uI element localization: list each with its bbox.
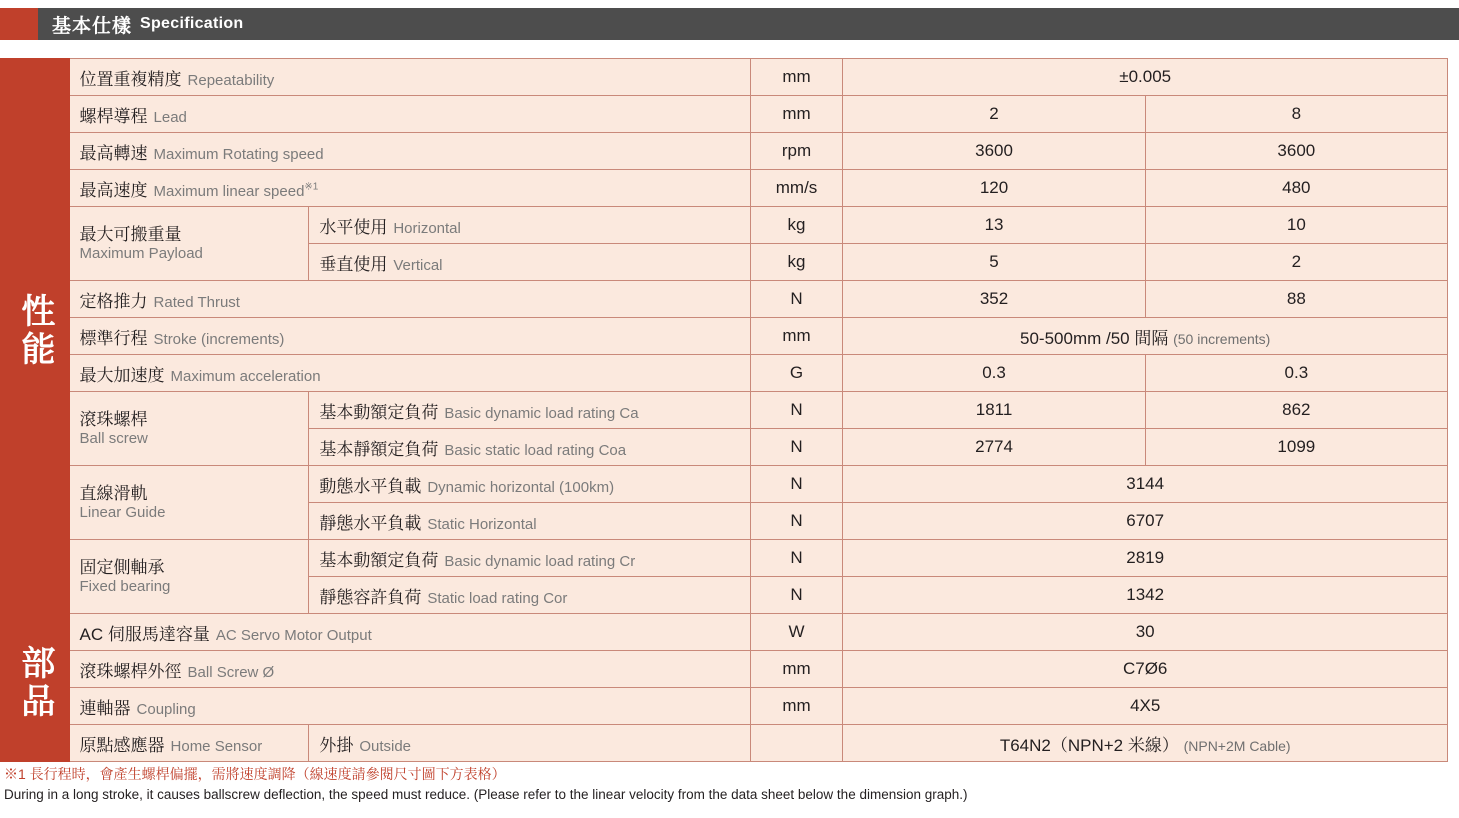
row-value-linear-guide-static: 6707: [843, 503, 1448, 540]
row-value-lead-b: 8: [1145, 96, 1447, 133]
table-row: [1, 355, 1448, 392]
row-sublabel-fixed-bearing-static: 靜態容許負荷 Static load rating Cor: [309, 577, 750, 614]
row-value-max-rotating-speed-a: 3600: [843, 133, 1145, 170]
row-sublabel-linear-guide-static: 靜態水平負載 Static Horizontal: [309, 503, 750, 540]
footnote-marker: ※1: [304, 181, 319, 193]
row-unit-linear-guide-static: N: [750, 503, 843, 540]
row-value-linear-guide-dynamic: 3144: [843, 466, 1448, 503]
row-value-home-sensor-note: (NPN+2M Cable): [1183, 737, 1291, 754]
row-unit-stroke: mm: [750, 318, 843, 355]
table-row: [1, 207, 1448, 244]
row-value-repeatability: ±0.005: [843, 59, 1448, 96]
row-value-rated-thrust-a: 352: [843, 281, 1145, 318]
row-unit-servo-motor: W: [750, 614, 843, 651]
row-sublabel-ball-screw-dynamic: 基本動額定負荷 Basic dynamic load rating Ca: [309, 392, 750, 429]
category-performance: 性能: [1, 59, 70, 614]
row-unit-payload-vertical: kg: [750, 244, 843, 281]
footnote-en: During in a long stroke, it causes ballscrew deflection, the speed must reduce. (Please refer to the linear velocity from the data sheet below the dimension graph.): [4, 787, 968, 802]
row-sublabel-fixed-bearing-dynamic: 基本動額定負荷 Basic dynamic load rating Cr: [309, 540, 750, 577]
section-header: [0, 8, 1459, 40]
table-row: [1, 725, 1448, 762]
table-row: [1, 318, 1448, 355]
row-value-stroke-note: (50 increments): [1173, 330, 1271, 347]
row-label-linear-guide: 直線滑軌 Linear Guide: [69, 466, 309, 540]
table-row: [1, 466, 1448, 503]
row-label-max-payload: 最大可搬重量 Maximum Payload: [69, 207, 309, 281]
table-row: [1, 651, 1448, 688]
row-unit-max-acceleration: G: [750, 355, 843, 392]
row-value-ball-screw-static-a: 2774: [843, 429, 1145, 466]
row-unit-ball-screw-static: N: [750, 429, 843, 466]
row-value-fixed-bearing-dynamic: 2819: [843, 540, 1448, 577]
table-row: [1, 392, 1448, 429]
row-value-fixed-bearing-static: 1342: [843, 577, 1448, 614]
header-accent-block: [0, 8, 38, 40]
row-unit-payload-horizontal: kg: [750, 207, 843, 244]
row-unit-max-linear-speed: mm/s: [750, 170, 843, 207]
row-value-rated-thrust-b: 88: [1145, 281, 1447, 318]
row-value-ball-screw-dia: C7Ø6: [843, 651, 1448, 688]
row-label-stroke: 標準行程 Stroke (increments): [69, 318, 750, 355]
row-value-payload-vertical-b: 2: [1145, 244, 1447, 281]
row-unit-lead: mm: [750, 96, 843, 133]
row-value-stroke: [843, 318, 1448, 355]
row-value-max-acceleration-b: 0.3: [1145, 355, 1447, 392]
row-value-lead-a: 2: [843, 96, 1145, 133]
row-label-lead: 螺桿導程 Lead: [69, 96, 750, 133]
table-row: [1, 614, 1448, 651]
row-value-home-sensor: [843, 725, 1448, 762]
row-sublabel-linear-guide-dynamic: 動態水平負載 Dynamic horizontal (100km): [309, 466, 750, 503]
table-row: [1, 540, 1448, 577]
row-sublabel-ball-screw-static: 基本靜額定負荷 Basic static load rating Coa: [309, 429, 750, 466]
row-unit-max-rotating-speed: rpm: [750, 133, 843, 170]
table-row: [1, 96, 1448, 133]
specification-table: [0, 58, 1448, 762]
header-title-bar: [38, 8, 1459, 40]
row-label-max-linear-speed: 最高速度 Maximum linear speed$^{※1}$: [69, 170, 750, 207]
row-label-repeatability: 位置重複精度 Repeatability: [69, 59, 750, 96]
row-unit-coupling: mm: [750, 688, 843, 725]
footnote-block: [4, 764, 1454, 805]
row-value-max-linear-speed-b: 480: [1145, 170, 1447, 207]
row-unit-repeatability: mm: [750, 59, 843, 96]
table-row: [1, 170, 1448, 207]
row-label-rated-thrust: 定格推力 Rated Thrust: [69, 281, 750, 318]
table-row: [1, 688, 1448, 725]
row-label-servo-motor: AC 伺服馬達容量 AC Servo Motor Output: [69, 614, 750, 651]
row-sublabel-payload-horizontal: 水平使用 Horizontal: [309, 207, 750, 244]
footnote-cn: ※1 長行程時，會產生螺桿偏擺，需將速度調降（線速度請參閱尺寸圖下方表格）: [4, 766, 506, 782]
row-sublabel-home-sensor-outside: 外掛 Outside: [309, 725, 750, 762]
row-unit-home-sensor: [750, 725, 843, 762]
row-value-ball-screw-dynamic-a: 1811: [843, 392, 1145, 429]
row-value-payload-horizontal-a: 13: [843, 207, 1145, 244]
table-row: [1, 281, 1448, 318]
row-value-servo-motor: 30: [843, 614, 1448, 651]
row-value-ball-screw-dynamic-b: 862: [1145, 392, 1447, 429]
table-row: [1, 133, 1448, 170]
row-value-max-rotating-speed-b: 3600: [1145, 133, 1447, 170]
row-unit-linear-guide-dynamic: N: [750, 466, 843, 503]
category-parts: 部品: [1, 614, 70, 762]
row-label-ball-screw-dia: 滾珠螺桿外徑 Ball Screw Ø: [69, 651, 750, 688]
row-unit-ball-screw-dynamic: N: [750, 392, 843, 429]
row-value-max-acceleration-a: 0.3: [843, 355, 1145, 392]
row-unit-fixed-bearing-dynamic: N: [750, 540, 843, 577]
row-unit-rated-thrust: N: [750, 281, 843, 318]
row-value-payload-vertical-a: 5: [843, 244, 1145, 281]
row-value-max-linear-speed-a: 120: [843, 170, 1145, 207]
row-label-coupling: 連軸器 Coupling: [69, 688, 750, 725]
row-sublabel-payload-vertical: 垂直使用 Vertical: [309, 244, 750, 281]
row-label-max-rotating-speed: 最高轉速 Maximum Rotating speed: [69, 133, 750, 170]
page-title-en: Specification: [140, 15, 244, 32]
row-unit-ball-screw-dia: mm: [750, 651, 843, 688]
row-unit-fixed-bearing-static: N: [750, 577, 843, 614]
row-value-ball-screw-static-b: 1099: [1145, 429, 1447, 466]
page-title-cn: 基本仕樣: [52, 15, 133, 37]
row-label-max-acceleration: 最大加速度 Maximum acceleration: [69, 355, 750, 392]
row-label-home-sensor: 原點感應器 Home Sensor: [69, 725, 309, 762]
row-value-payload-horizontal-b: 10: [1145, 207, 1447, 244]
row-label-fixed-bearing: 固定側軸承 Fixed bearing: [69, 540, 309, 614]
row-value-stroke-main: 50-500mm /50 間隔: [1020, 328, 1169, 348]
row-value-home-sensor-main: T64N2（NPN+2 米線）: [999, 735, 1179, 755]
row-value-coupling: 4X5: [843, 688, 1448, 725]
row-label-ball-screw: 滾珠螺桿 Ball screw: [69, 392, 309, 466]
table-row: [1, 59, 1448, 96]
